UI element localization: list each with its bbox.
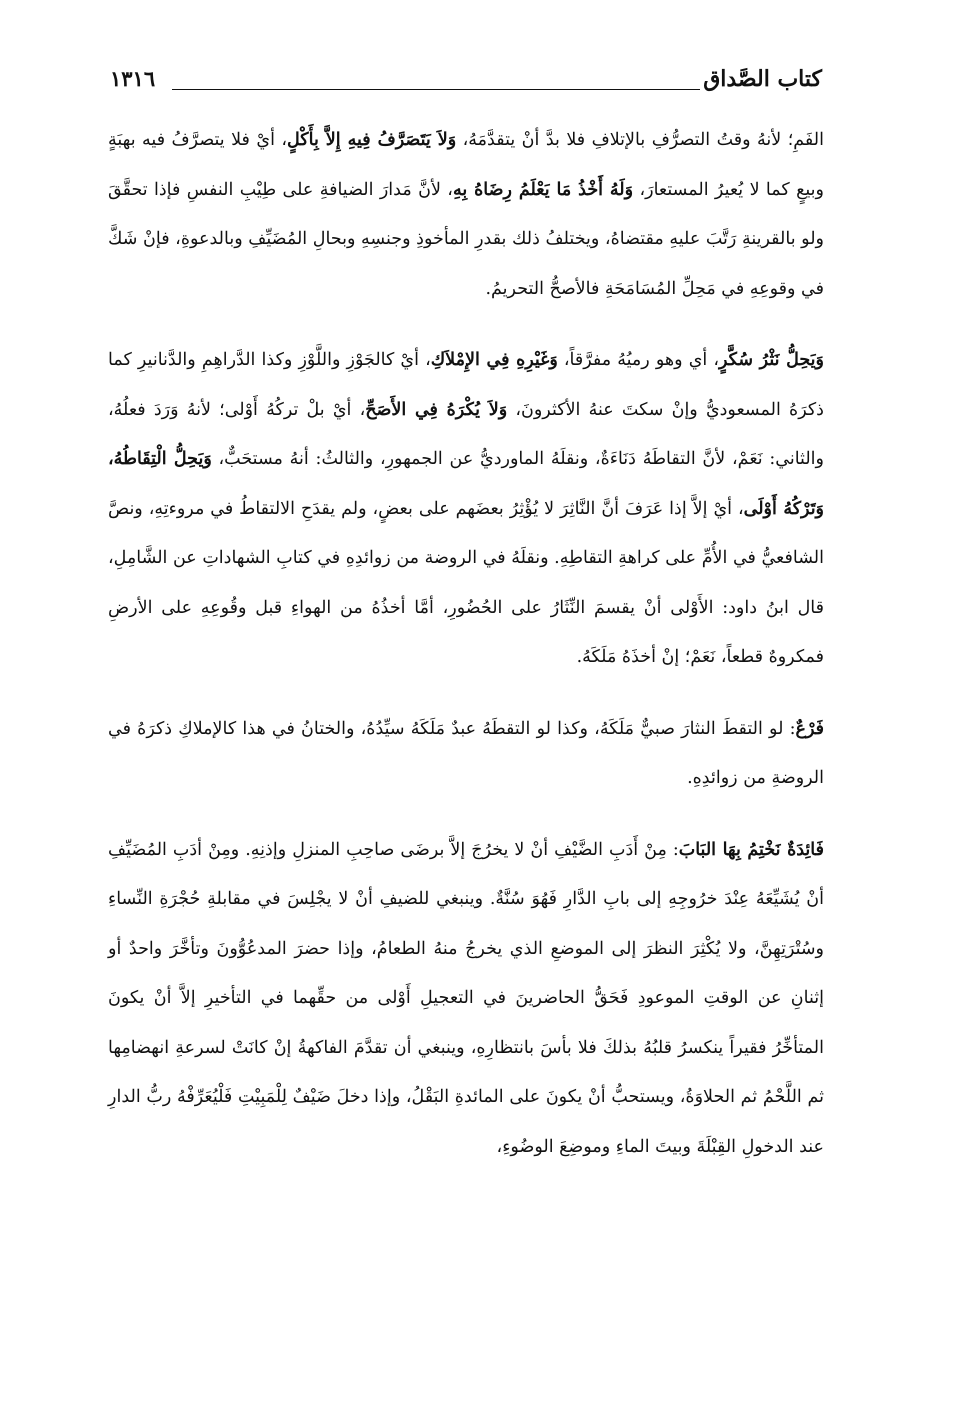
paragraph — [108, 336, 824, 683]
matn-text: فَرْعٌ — [795, 718, 824, 739]
page-header — [110, 66, 822, 100]
matn-text: فَائِدَةٌ نَخْتِمُ بِهَا البَابَ — [678, 839, 824, 860]
commentary-text: ، أيْ فلا يتصرَّفُ فيه بهبَةٍ وبيعٍ كما لا يُعيرُ المستعارَ، — [108, 130, 825, 200]
commentary-text: : مِنْ أَدَبِ الضَّيْفِ أنْ لا يخرُجَ إلاَّ برضَى صاحِبِ المنزلِ وإذنِهِ. ومِنْ أدَبِ المُضَيِّفِ أنْ يُشَيِّعَهُ عِنْدَ خرُوجِهِ إلى بابِ الدَّارِ فَهُوَ سُنَّةٌ. وينبغي للضيفِ أنْ لا يجْلِسَ في مقابلةِ حُجْرَةِ النِّساءِ وسُتْرَتِهِنَّ، ولا يُكْثِرَ النظرَ إلى الموضعِ الذي يخرجُ منهُ الطعامُ، وإذا حضرَ المدعُوُّونَ وتأخَّرَ واحدٌ أو إثنانِ عن الوقتِ الموعودِ فَحَقُّ الحاضرينَ في التعجيلِ أَوْلى من حقِّهما في التأخيرِ إلاَّ أنْ يكونَ المتأخِّرُ فقيراً ينكسرُ قلبُهُ بذلكَ فلا بأسَ بانتظارِهِ، وينبغي أن تقدَّمَ الفاكهةُ إنْ كانَتْ لسرعةِ انهضامِها ثم اللَّحْمُ ثم الحلاوَةُ، ويستحبُّ أنْ يكونَ على المائدةِ البَقْلُ، وإذا دخلَ ضَيْفٌ لِلْمَبِيْتِ فَلْيُعَرِّفْهُ ربُّ الدارِ عند الدخولِ القِبْلَةَ وبيتَ الماءِ وموضِعَ الوضُوءِ، — [108, 839, 824, 1157]
commentary-text: الفَمِ؛ لأنهُ وقتُ التصرُّفِ بالإتلافِ فلا بدَّ أنْ يتقدَّمَهُ، — [456, 130, 824, 150]
commentary-text: ، أيْ بلْ تركُهُ أَوْلى؛ لأنهُ وَرَدَ فعلُهُ، والثاني: نَعَمْ، لأنَّ التقاطَهُ دَنَاءَةٌ، ونقلَهُ الماورديُّ عن الجمهورِ، والثالثُ: أنهُ مستحَبٌّ، — [108, 399, 824, 469]
matn-text: وَغَيْرِهِ فِي الإِمْلاَكِ — [430, 350, 558, 370]
commentary-text: ، أيْ إلاَّ إذا عَرَفَ أنَّ النَّاثِرَ لا يُؤْثِرُ بعضَهم على بعضٍ، ولم يقدَحِ الالتقاطُ في مروءتِهِ، ونصَّ الشافعيُّ في الأُمِّ على كراهةِ التقاطِهِ. ونقلَهُ في الروضة من زوائدِهِ في كتابِ الشهاداتِ عن الشَّامِلِ، قال ابنُ داود: الأَوْلى أنْ يقسمَ النِّثَارُ على الحُضُورِ، أمَّا أخذُهُ من الهواءِ قبل وقُوعِهِ على الأرضِ فمكروهٌ قطعاً، نَعَمْ؛ إنْ أخذَهُ مَلَكَهُ. — [108, 498, 824, 667]
running-title: كتاب الصَّداق — [703, 66, 822, 92]
commentary-text: ، لأنَّ مَدارَ الضيافةِ على طِيْبِ النفسِ فإذا تحقَّقَ ولو بالقرينةِ رَتَّبَ عليهِ مقتضاهُ، ويختلفُ ذلك بقدرِ المأخوذِ وجنسِهِ وبحالِ المُضَيِّفِ وبالدعوةِ، فإنْ شَكَّ في وقوعِهِ في مَحِلِّ المُسَامَحَةِ فالأصحُّ التحريمُ. — [108, 179, 824, 299]
matn-text: وَلاَ يُكْرَهُ فِي الأَصَحِّ — [365, 399, 508, 420]
paragraph — [108, 116, 824, 314]
commentary-text: : لو التقطَ النثارَ صبيٌّ مَلَكَهُ، وكذا لو التقطَهُ عبدٌ مَلَكَهُ سيِّدُهُ، والختانُ في هذا كالإملاكِ ذكرَهُ في الروضةِ من زوائدِهِ. — [108, 718, 824, 788]
paragraph — [108, 705, 824, 804]
page-number: ١٣١٦ — [110, 66, 156, 91]
matn-text: وَيَحِلُّ نَثْرُ سُكَّرٍ — [719, 350, 824, 370]
matn-text: وَلاَ يَتَصَرَّفُ فِيهِ إِلاَّ بِأَكْلٍ — [287, 130, 457, 150]
matn-text: وَيَحِلُّ الْتِقَاطُهُ، وَتَرْكُهُ أَوْلَى — [108, 449, 825, 519]
header-rule — [172, 89, 700, 90]
paragraph — [108, 826, 824, 1173]
commentary-text: ، أي وهو رميُهُ مفرَّقاً، — [557, 350, 720, 370]
page-body — [108, 116, 824, 1172]
commentary-text: ، أيْ كالجَوْزِ واللَّوْزِ وكذا الدَّراهِمِ والدَّنانيرِ كما ذكرَهُ المسعوديُّ وإنْ سكتَ عنهُ الأكثرونَ، — [108, 350, 824, 420]
matn-text: وَلَهُ أَخْذُ مَا يَعْلَمُ رِضَاهُ بِهِ — [452, 179, 634, 200]
